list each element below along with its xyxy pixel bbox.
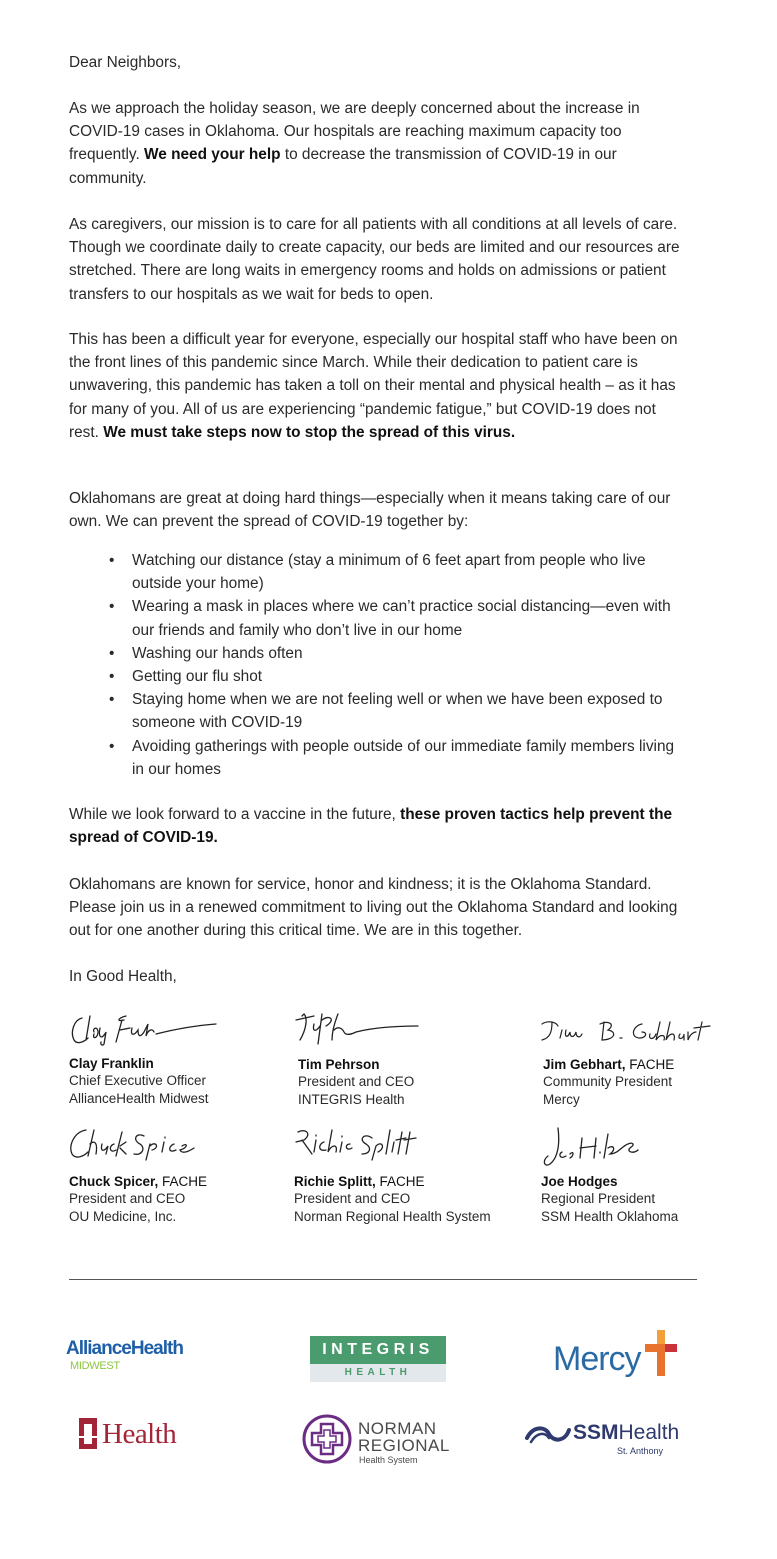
signature-jim-gebhart: [538, 1018, 713, 1044]
signature-joe-hodges: [540, 1124, 645, 1170]
ou-health-wordmark: Health: [102, 1418, 177, 1450]
ssm-sub: St. Anthony: [616, 1446, 663, 1456]
signatory-title: President and CEO: [294, 1191, 411, 1207]
signatory-suffix: FACHE: [375, 1174, 425, 1189]
signatory-name-text: Richie Splitt,: [294, 1174, 376, 1189]
divider: [69, 1279, 697, 1280]
list-item: • Watching our distance (stay a minimum of 6 feet apart from people who live outside your home): [109, 549, 689, 595]
signatory-title: Community President: [543, 1074, 673, 1090]
signatory-name-text: Tim Pehrson: [298, 1057, 380, 1072]
paragraph-3: [69, 328, 689, 444]
mercy-wordmark: Mercy: [553, 1340, 641, 1378]
paragraph-5: [69, 803, 709, 849]
signatory-name-text: Chuck Spicer,: [69, 1174, 159, 1189]
signatory-jim-gebhart: [543, 1056, 743, 1108]
list-item: • Wearing a mask in places where we can’t practice social distancing—even with our friends and family who don’t live in our home: [109, 595, 689, 641]
ssm-wordmark-light: Health: [618, 1421, 680, 1444]
list-item: • Getting our flu shot: [109, 665, 689, 688]
signatory-org: AllianceHealth Midwest: [69, 1090, 209, 1106]
paragraph-1: [69, 97, 689, 190]
norman-regional-emblem-icon: [302, 1414, 352, 1464]
signatory-name: [294, 1173, 514, 1190]
closing: In Good Health,: [69, 968, 177, 985]
signatory-chuck-spicer: [69, 1173, 279, 1225]
norman-regional-line3: Health System: [359, 1455, 418, 1465]
ou-monogram-icon: [76, 1416, 100, 1450]
paragraph-1-text-a: As we approach the holiday season, we are deeply concerned about the increase in COVID-19 cases in Oklahoma. Our hospitals are reaching maximum capacity too frequently.: [69, 100, 640, 164]
signatory-name: [298, 1056, 508, 1073]
ou-health-logo: [76, 1414, 201, 1454]
integris-sub: HEALTH: [310, 1364, 446, 1382]
norman-regional-logo: [302, 1410, 462, 1470]
signature-richie-splitt: [292, 1126, 427, 1162]
signatory-name: [541, 1173, 741, 1190]
signatory-name-text: Joe Hodges: [541, 1174, 618, 1189]
signatory-tim-pehrson: [298, 1056, 508, 1108]
signatory-name: [543, 1056, 743, 1073]
ssm-emblem-icon: [525, 1424, 571, 1444]
list-item: • Avoiding gatherings with people outside of our immediate family members living in our homes: [109, 735, 689, 781]
signatory-title: Chief Executive Officer: [69, 1073, 207, 1089]
paragraph-3-bold: We must take steps now to stop the spread of this virus.: [103, 423, 516, 441]
paragraph-5-text-a: While we look forward to a vaccine in the future,: [69, 806, 401, 823]
signature-tim-pehrson: [292, 1010, 422, 1046]
paragraph-2: As caregivers, our mission is to care for all patients with all conditions at all levels of care. Though we coordinate daily to create capacity, our beds are limited and our resources are stretched. There are long waits in emergency rooms and holds on admissions or patient transfers to our hospitals as we wait for beds to open.: [69, 216, 680, 303]
ssm-health-logo: [525, 1420, 705, 1460]
signatory-joe-hodges: [541, 1173, 741, 1225]
signatory-title: President and CEO: [298, 1074, 415, 1090]
norman-regional-line1: NORMAN: [358, 1419, 437, 1438]
list-item: • Washing our hands often: [109, 642, 689, 665]
signatory-org: SSM Health Oklahoma: [541, 1208, 679, 1224]
signature-clay-franklin: [68, 1012, 218, 1046]
signatory-name: [69, 1173, 279, 1190]
signatory-title: President and CEO: [69, 1191, 186, 1207]
salutation: Dear Neighbors,: [69, 54, 182, 71]
paragraph-4: Oklahomans are great at doing hard things—especially when it means taking care of our own. We can prevent the spread of COVID-19 together by:: [69, 490, 671, 531]
integris-wordmark: INTEGRIS: [310, 1336, 446, 1364]
integris-logo: [310, 1336, 446, 1384]
signatory-title: Regional President: [541, 1191, 656, 1207]
signatory-richie-splitt: [294, 1173, 514, 1225]
paragraph-5-bold: these proven tactics help prevent the spread of COVID-19.: [69, 806, 673, 847]
alliancehealth-sub: MIDWEST: [70, 1360, 120, 1372]
signature-chuck-spicer: [64, 1126, 199, 1162]
norman-regional-line2: REGIONAL: [358, 1436, 450, 1455]
signatory-org: Norman Regional Health System: [294, 1208, 491, 1224]
mercy-logo: [553, 1330, 683, 1384]
signatory-name-text: Jim Gebhart,: [543, 1057, 626, 1072]
signatory-org: INTEGRIS Health: [298, 1091, 405, 1107]
signatory-suffix: FACHE: [158, 1174, 208, 1189]
prevention-list: [109, 549, 689, 781]
alliancehealth-wordmark: AllianceHealth: [66, 1338, 183, 1359]
mercy-cross-icon: [645, 1330, 679, 1378]
signatory-clay-franklin: [69, 1055, 279, 1107]
paragraph-3-text-a: This has been a difficult year for everyone, especially our hospital staff who have been on the front lines of this pandemic since March. While their dedication to patient care is unwavering, this pandemic has taken a toll on their mental and physical health – as it has for many of you. All of us are experiencing “pandemic fatigue,” but COVID-19 does not rest.: [69, 331, 678, 441]
paragraph-6: Oklahomans are known for service, honor and kindness; it is the Oklahoma Standard. Please join us in a renewed commitment to living out the Oklahoma Standard and looking out for one another during this critical time. We are in this together.: [69, 876, 678, 940]
ssm-wordmark-bold: SSM: [573, 1421, 619, 1444]
signatory-suffix: FACHE: [625, 1057, 675, 1072]
alliancehealth-logo: [66, 1338, 216, 1378]
signatory-name: [69, 1055, 279, 1072]
signatory-name-text: Clay Franklin: [69, 1056, 154, 1071]
ssm-wordmark: [573, 1420, 679, 1446]
signatory-org: OU Medicine, Inc.: [69, 1208, 177, 1224]
paragraph-1-text-c: to decrease the transmission of COVID-19 in our community.: [69, 146, 617, 187]
signatory-org: Mercy: [543, 1091, 580, 1107]
list-item: • Staying home when we are not feeling well or when we have been exposed to someone with COVID-19: [109, 688, 689, 734]
paragraph-1-bold: We need your help: [144, 146, 281, 164]
